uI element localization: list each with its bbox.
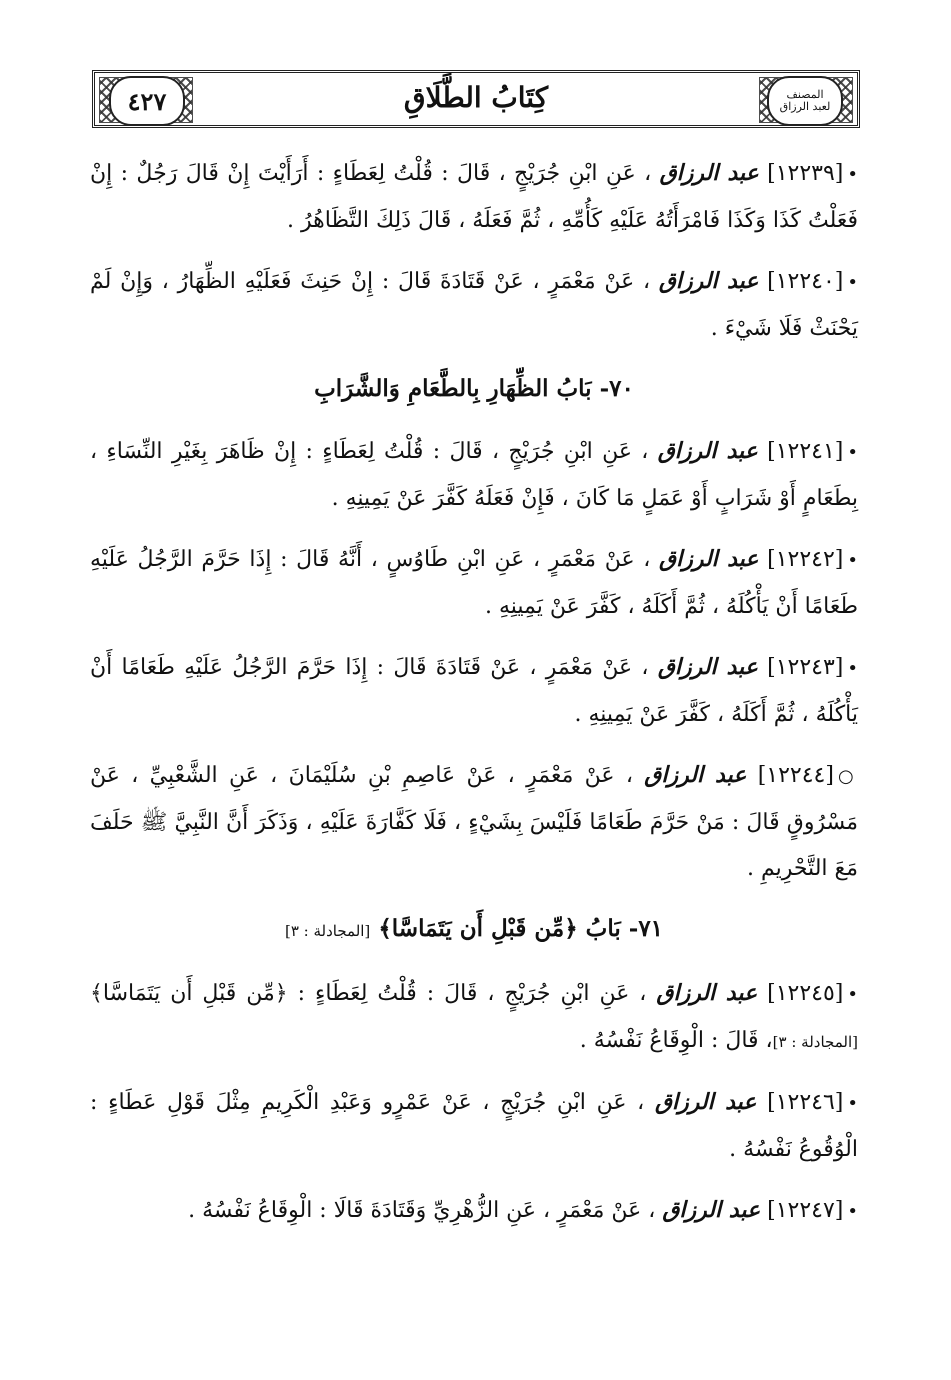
bullet-icon: • — [847, 272, 859, 293]
page-header — [92, 70, 860, 128]
hadith-number: [١٢٢٤٠] — [767, 269, 844, 294]
hadith-text: ، عَنْ مَعْمَرٍ ، عَنْ قَتَادَةَ قَالَ : إِذَا حَرَّمَ الرَّجُلُ عَلَيْهِ طَعَامًا أَنْ يَأْكُلَهُ ، ثُمَّ أَكَلَهُ ، كَفَّرَ عَنْ يَمِينِهِ . — [90, 655, 858, 727]
hadith-12241 — [90, 428, 858, 522]
page-number: ٤٢٧ — [127, 86, 167, 116]
narrator-name: عبد الرزاق — [657, 438, 758, 464]
hadith-number: [١٢٢٤٥] — [767, 981, 844, 1006]
narrator-name: عبد الرزاق — [659, 546, 759, 572]
narrator-name: عبد الرزاق — [662, 1197, 761, 1223]
narrator-name: عبد الرزاق — [654, 1089, 757, 1115]
hadith-number: [١٢٢٤٦] — [767, 1090, 844, 1115]
circle-bullet-icon: ○ — [837, 766, 858, 787]
hadith-number: [١٢٢٤٧] — [767, 1198, 844, 1223]
narrator-name: عبد الرزاق — [657, 654, 758, 680]
hadith-number: [١٢٢٤٢] — [767, 547, 844, 572]
bullet-icon: • — [847, 658, 859, 679]
hadith-text: ، عَنِ ابْنِ جُرَيْجٍ ، قَالَ : قُلْتُ لِعَطَاءٍ : إِنْ ظَاهَرَ بِغَيْرِ النِّسَاءِ ، بِطَعَامٍ أَوْ شَرَابٍ أَوْ عَمَلٍ مَا كَانَ ، فَإِنْ فَعَلَهُ كَفَّرَ عَنْ يَمِينِهِ . — [90, 439, 858, 511]
hadith-12245 — [90, 970, 858, 1065]
hadith-text: ، عَنِ ابْنِ جُرَيْجٍ ، قَالَ : قُلْتُ لِعَطَاءٍ : ﴿مِّن قَبْلِ أَن يَتَمَاسَّا﴾ — [90, 981, 647, 1006]
bullet-icon: • — [847, 550, 858, 571]
hadith-12239 — [90, 150, 858, 244]
bullet-icon: • — [847, 442, 858, 463]
hadith-number: [١٢٢٤٤] — [757, 763, 834, 788]
hadith-12243 — [90, 644, 858, 738]
section-title-70: ٧٠- بَابُ الظِّهَارِ بِالطَّعَامِ وَالشَّرَابِ — [314, 375, 634, 402]
hadith-number: [١٢٢٣٩] — [767, 161, 844, 186]
quran-reference: [المجادلة : ٣] — [772, 1033, 858, 1051]
hadith-number: [١٢٢٤٣] — [767, 655, 844, 680]
bullet-icon: • — [847, 984, 858, 1005]
hadith-12242 — [90, 536, 858, 630]
hadith-12246 — [90, 1079, 858, 1173]
bullet-icon: • — [847, 1093, 859, 1114]
hadith-number: [١٢٢٤١] — [767, 439, 844, 464]
hadith-text: ، عَنِ ابْنِ جُرَيْجٍ ، عَنْ عَمْرٍو وَعَبْدِ الْكَرِيمِ مِثْلَ قَوْلِ عَطَاءٍ : الْوُقُوعُ نَفْسُهُ . — [90, 1090, 858, 1162]
page-body — [90, 150, 858, 1249]
hadith-text-continued: ، قَالَ : الْوِقَاعُ نَفْسُهُ . — [579, 1028, 773, 1053]
bullet-icon: • — [847, 1201, 858, 1222]
book-title: كِتَابُ الطَّلَاقِ — [403, 81, 549, 114]
hadith-text: ، عَنْ مَعْمَرٍ ، عَنْ قَتَادَةَ قَالَ : إِنْ حَنِثَ فَعَلَيْهِ الظِّهَارُ ، وَإِنْ لَمْ يَحْنَثْ فَلَا شَيْءَ . — [90, 269, 858, 341]
hadith-12244 — [90, 752, 858, 892]
section-title-71 — [90, 906, 858, 954]
logo-text-1: المصنف — [786, 88, 824, 101]
hadith-text: ، عَنْ مَعْمَرٍ ، عَنِ الزُّهْرِيِّ وَقَتَادَةَ قَالَا : الْوِقَاعُ نَفْسُهُ . — [188, 1198, 656, 1223]
logo-text-2: لعبد الرزاق — [779, 100, 831, 113]
narrator-name: عبد الرزاق — [658, 268, 759, 294]
narrator-name: عبد الرزاق — [644, 762, 747, 788]
narrator-name: عبد الرزاق — [659, 160, 759, 186]
section-title-text: ٧١- بَابُ ﴿مِّن قَبْلِ أَن يَتَمَاسَّا﴾ — [378, 915, 664, 942]
hadith-text: ، عَنْ مَعْمَرٍ ، عَنِ ابْنِ طَاوُسٍ ، أَنَّهُ قَالَ : إِذَا حَرَّمَ الرَّجُلُ عَلَيْهِ طَعَامًا أَنْ يَأْكُلَهُ ، ثُمَّ أَكَلَهُ ، كَفَّرَ عَنْ يَمِينِهِ . — [90, 547, 858, 619]
hadith-12240 — [90, 258, 858, 352]
bullet-icon: • — [847, 164, 859, 185]
narrator-name: عبد الرزاق — [656, 980, 758, 1006]
quran-reference: [المجادلة : ٣] — [284, 922, 371, 940]
hadith-text: ، عَنْ مَعْمَرٍ ، عَنْ عَاصِمِ بْنِ سُلَيْمَانَ ، عَنِ الشَّعْبِيِّ ، عَنْ مَسْرُوقٍ قَالَ : مَنْ حَرَّمَ طَعَامًا فَلَيْسَ بِشَيْءٍ ، فَلَا كَفَّارَةَ عَلَيْهِ ، وَذَكَرَ أَنَّ النَّبِيَّ ﷺ حَلَفَ مَعَ التَّحْرِيمِ . — [90, 763, 858, 881]
hadith-text: ، عَنِ ابْنِ جُرَيْجٍ ، قَالَ : قُلْتُ لِعَطَاءٍ : أَرَأَيْتَ إِنْ قَالَ رَجُلٌ : إِنْ فَعَلْتُ كَذَا وَكَذَا فَامْرَأَتُهُ عَلَيْهِ كَأُمِّهِ ، ثُمَّ فَعَلَهُ ، قَالَ ذَلِكَ التَّظَاهُرُ . — [90, 161, 858, 233]
hadith-12247 — [90, 1187, 858, 1235]
